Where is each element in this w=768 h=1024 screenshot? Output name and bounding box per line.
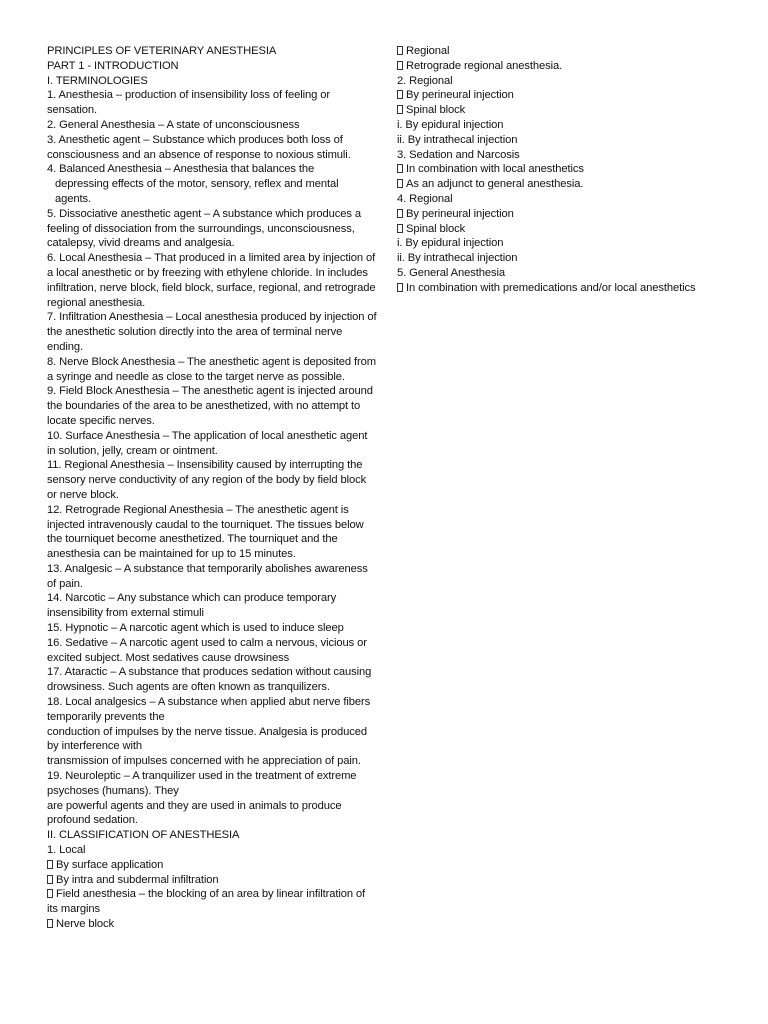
left-text-column [47,44,377,932]
text-line [47,177,377,207]
text-line [397,148,697,163]
line-text: 13. Analgesic – A substance that temporarily abolishes awareness of pain. [47,562,368,590]
line-text: i. By epidural injection [397,118,504,131]
text-line [47,44,377,59]
missing-glyph-bullet-icon [397,105,403,114]
line-text: 14. Narcotic – Any substance which can produce temporary insensibility from external stimuli [47,592,337,620]
line-text: 15. Hypnotic – A narcotic agent which is used to induce sleep [47,622,344,635]
text-line [47,88,377,118]
line-text: 17. Ataractic – A substance that produces sedation without causing drowsiness. Such agents are often known as tranquilizers. [47,666,372,694]
line-text: i. By epidural injection [397,237,504,250]
text-line [47,118,377,133]
text-line [47,621,377,636]
line-text: 4. Balanced Anesthesia – Anesthesia that balances the [47,163,315,176]
bullet-item [47,887,377,917]
text-line [47,355,377,385]
text-line [47,384,377,428]
line-text: ii. By intrathecal injection [397,133,518,146]
line-text: 10. Surface Anesthesia – The application of local anesthetic agent in solution, jelly, cream or ointment. [47,429,368,457]
line-text: 3. Anesthetic agent – Substance which produces both loss of consciousness and an absence of response to noxious stimuli. [47,133,351,161]
bullet-item [397,44,697,59]
text-line [47,458,377,502]
line-text: II. CLASSIFICATION OF ANESTHESIA [47,829,240,842]
text-line [47,251,377,310]
text-line [47,725,377,755]
line-text: are powerful agents and they are used in animals to produce profound sedation. [47,799,342,827]
text-line [397,236,697,251]
missing-glyph-bullet-icon [397,46,403,55]
line-text: 2. General Anesthesia – A state of unconsciousness [47,118,300,131]
missing-glyph-bullet-icon [47,875,53,884]
text-line [47,503,377,562]
line-text: Spinal block [406,104,466,117]
line-text: Spinal block [406,222,466,235]
line-text: 12. Retrograde Regional Anesthesia – The anesthetic agent is injected intravenously caudal to the tourniquet. The tissues below the tourniquet become anesthetized. The tourniquet and the anesthesia can be maintained for up to 15 minutes. [47,503,364,561]
line-text: Nerve block [56,918,114,931]
line-text: 8. Nerve Block Anesthesia – The anesthetic agent is deposited from a syringe and needle as close to the target nerve as possible. [47,355,377,383]
line-text: By intra and subdermal infiltration [56,873,219,886]
line-text: By perineural injection [406,89,514,102]
text-line [47,799,377,829]
text-line [47,695,377,725]
text-line [397,74,697,89]
text-line [47,769,377,799]
bullet-item [47,858,377,873]
line-text: Field anesthesia – the blocking of an area by linear infiltration of its margins [47,888,366,916]
line-text: transmission of impulses concerned with he appreciation of pain. [47,755,361,768]
bullet-item [397,162,697,177]
line-text: conduction of impulses by the nerve tissue. Analgesia is produced by interference with [47,725,367,753]
line-text: In combination with premedications and/or local anesthetics [406,281,696,294]
text-line [397,118,697,133]
text-line [47,843,377,858]
line-text: By perineural injection [406,207,514,220]
line-text: 9. Field Block Anesthesia – The anesthetic agent is injected around the boundaries of the area to be anesthetized, with no attempt to locate specific nerves. [47,385,373,427]
missing-glyph-bullet-icon [397,209,403,218]
line-text: 6. Local Anesthesia – That produced in a limited area by injection of a local anesthetic or by freezing with ethylene chloride. In includes infiltration, nerve block, field block, surface, regional, and retrograde regional anesthesia. [47,252,376,309]
right-text-column [397,44,697,296]
text-line [47,828,377,843]
missing-glyph-bullet-icon [397,179,403,188]
bullet-item [397,88,697,103]
line-text: 5. General Anesthesia [397,266,505,279]
line-text: 11. Regional Anesthesia – Insensibility caused by interrupting the sensory nerve conductivity of any region of the body by field block or nerve block. [47,459,367,501]
bullet-item [397,207,697,222]
line-text: PRINCIPLES OF VETERINARY ANESTHESIA [47,45,277,57]
text-line [47,74,377,89]
line-text: 7. Infiltration Anesthesia – Local anesthesia produced by injection of the anesthetic solution directly into the area of terminal nerve ending. [47,311,377,353]
line-text: 18. Local analgesics – A substance when applied abut nerve fibers temporarily prevents the [47,696,371,723]
text-line [47,59,377,74]
line-text: 1. Local [47,844,86,857]
text-line [47,133,377,163]
line-text: 2. Regional [397,74,453,87]
missing-glyph-bullet-icon [397,283,403,292]
text-line [47,310,377,354]
line-text: 5. Dissociative anesthetic agent – A substance which produces a feeling of dissociation from the surroundings, unconsciousness, catalepsy, vivid dreams and analgesia. [47,207,361,250]
bullet-item [397,281,697,296]
text-line [397,133,697,148]
text-line [397,192,697,207]
line-text: PART 1 - INTRODUCTION [47,59,179,72]
line-text: 1. Anesthesia – production of insensibility loss of feeling or sensation. [47,89,330,117]
line-text: 4. Regional [397,192,453,205]
text-line [47,636,377,666]
text-line [397,266,697,281]
text-line [47,162,377,177]
text-line [397,251,697,266]
missing-glyph-bullet-icon [397,90,403,99]
line-text: As an adjunct to general anesthesia. [406,178,584,191]
line-text: Retrograde regional anesthesia. [406,59,563,72]
line-text: 16. Sedative – A narcotic agent used to calm a nervous, vicious or excited subject. Most sedatives cause drowsiness [47,636,367,664]
text-line [47,429,377,459]
bullet-item [47,917,377,932]
bullet-item [397,103,697,118]
line-text: By surface application [56,858,164,871]
bullet-item [397,222,697,237]
line-text: 3. Sedation and Narcosis [397,148,520,161]
line-text: In combination with local anesthetics [406,163,584,176]
missing-glyph-bullet-icon [397,61,403,70]
line-text: I. TERMINOLOGIES [47,74,148,87]
bullet-item [397,177,697,192]
text-line [47,754,377,769]
bullet-item [47,873,377,888]
bullet-item [397,59,697,74]
text-line [47,665,377,695]
missing-glyph-bullet-icon [47,860,53,869]
missing-glyph-bullet-icon [47,919,53,928]
missing-glyph-bullet-icon [397,224,403,233]
missing-glyph-bullet-icon [47,889,53,898]
line-text: 19. Neuroleptic – A tranquilizer used in the treatment of extreme psychoses (humans). They [47,770,357,797]
line-text: Regional [406,45,450,57]
line-text: depressing effects of the motor, sensory, reflex and mental agents. [55,178,339,205]
line-text: ii. By intrathecal injection [397,252,518,265]
text-line [47,207,377,251]
missing-glyph-bullet-icon [397,164,403,173]
text-line [47,591,377,621]
text-line [47,562,377,592]
